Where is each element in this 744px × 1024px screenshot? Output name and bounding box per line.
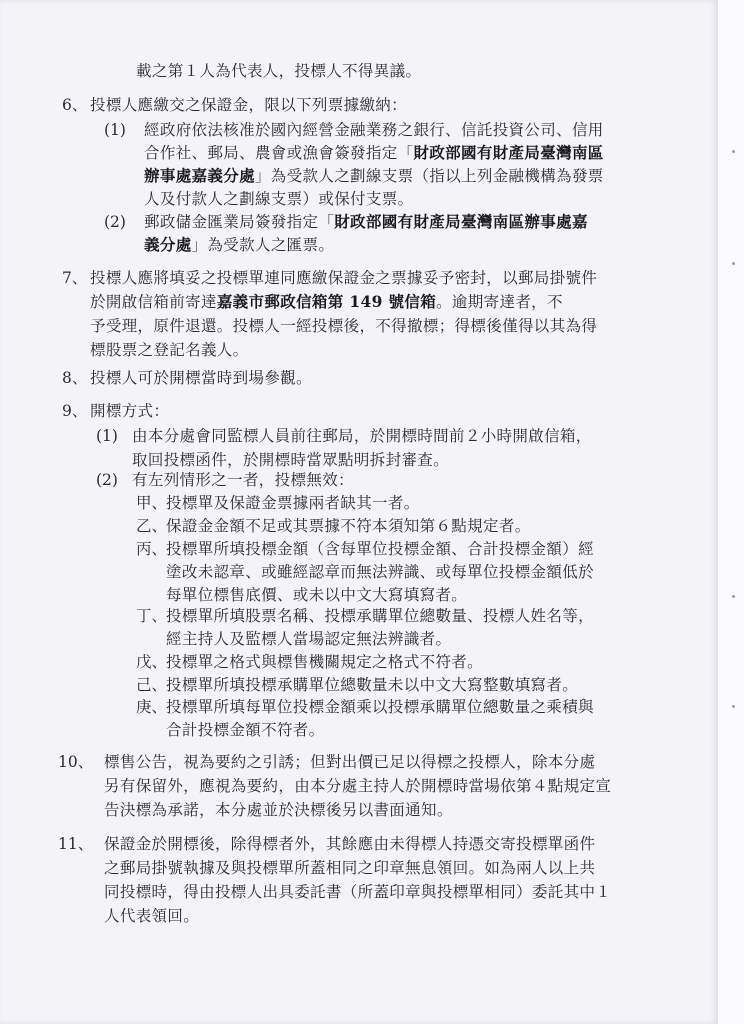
- section-6-sub2-payee-part1: 財政部國有財產局臺灣南區辦事處嘉: [334, 212, 588, 231]
- section-8-number: 8、: [62, 369, 88, 387]
- section-7-line2-text: 於開啟信箱前寄達: [90, 293, 217, 311]
- section-9-number: 9、: [62, 402, 88, 420]
- section-6-sub1-payee-part1: 財政部國有財產局臺灣南區: [413, 143, 604, 162]
- section-9-heading: 開標方式：: [90, 402, 170, 420]
- section-11-line1: 保證金於開標後，除得標者外，其餘應由未得標人持憑交寄投標單函件: [104, 835, 596, 853]
- section-9-sub1-line2: 取回投標函件，於開標時當眾點明拆封審查。: [132, 451, 450, 469]
- invalid-item-line: 投標單所填股票名稱、投標承購單位總數量、投標人姓名等，: [166, 607, 594, 625]
- page-margin-strip: [718, 0, 744, 1024]
- invalid-item-line: 塗改未認章、或雖經認章而無法辨識、或每單位投標金額低於: [166, 563, 594, 581]
- section-6-sub2-payee-part2: 義分處: [144, 235, 192, 254]
- section-6-sub1-line2: [144, 143, 604, 163]
- section-7-line3: 予受理，原件退還。投標人一經投標後，不得撤標；得標後僅得以其為得: [90, 317, 598, 335]
- section-6-sub2-line2: [144, 235, 334, 255]
- section-7-line4: 標股票之登記名義人。: [90, 341, 249, 359]
- invalid-item-line: 投標單所填投標承購單位總數量未以中文大寫整數填寫者。: [166, 676, 579, 694]
- invalid-item-line: 經主持人及監標人當場認定無法辨識者。: [166, 630, 452, 648]
- section-6-sub1-line2-text: 合作社、郵局、農會或漁會簽發指定「: [144, 144, 414, 162]
- section-10-number: 10、: [58, 753, 94, 771]
- section-6-sub2-line1-text: 郵政儲金匯業局簽發指定「: [144, 213, 335, 231]
- section-7-number: 7、: [62, 269, 88, 287]
- invalid-item-mark: 己、: [136, 676, 168, 694]
- punch-mark: [732, 262, 735, 265]
- punch-mark: [732, 595, 735, 598]
- section-11-line4: 人代表領回。: [104, 907, 200, 925]
- section-10-line3: 告決標為承諾，本分處並於決標後另以書面通知。: [104, 801, 453, 819]
- section-11-line2: 之郵局掛號執據及與投標單所蓋相同之印章無息領回。如為兩人以上共: [104, 859, 596, 877]
- section-10-line2: 另有保留外，應視為要約，由本分處主持人於開標時當場依第４點規定宣: [104, 777, 612, 795]
- section-7-mailbox: 嘉義市郵政信箱第 149 號信箱: [216, 292, 437, 311]
- punch-mark: [732, 150, 735, 153]
- section-9-sub2-label: (2): [96, 471, 118, 489]
- section-6-sub1-payee-part2: 辦事處嘉義分處: [144, 166, 255, 185]
- invalid-item-line: 保證金金額不足或其票據不符本須知第６點規定者。: [166, 517, 531, 535]
- invalid-item-line: 投標單及保證金票據兩者缺其一者。: [166, 494, 420, 512]
- section-6-sub2-label: (2): [104, 213, 126, 231]
- section-7-line2: [90, 292, 563, 312]
- invalid-item-mark: 戊、: [136, 653, 168, 671]
- section-6-sub2-line2-text: 」為受款人之匯票。: [191, 236, 335, 254]
- section-9-sub1-label: (1): [96, 427, 118, 445]
- section-9-sub1-line1: 由本分處會同監標人員前往郵局，於開標時間前２小時開啟信箱，: [132, 427, 592, 445]
- section-6-heading: 投標人應繳交之保證金，限以下列票據繳納：: [90, 96, 408, 114]
- punch-mark: [732, 705, 735, 708]
- section-11-line3: 同投標時，得由投標人出具委託書（所蓋印章與投標單相同）委託其中１: [104, 883, 612, 901]
- section-6-sub1-line3: [144, 166, 604, 186]
- invalid-item-mark: 乙、: [136, 517, 168, 535]
- section-6-sub1-line4: 人及付款人之劃線支票）或保付支票。: [144, 190, 414, 208]
- section-9-sub2-heading: 有左列情形之一者，投標無效：: [132, 471, 354, 489]
- invalid-item-line: 投標單所填每單位投標金額乘以投標承購單位總數量之乘積與: [166, 698, 594, 716]
- intro-line: 載之第１人為代表人，投標人不得異議。: [136, 62, 422, 80]
- invalid-item-line: 投標單所填投標金額（含每單位投標金額、合計投標金額）經: [166, 540, 594, 558]
- invalid-item-line: 投標單之格式與標售機關規定之格式不符者。: [166, 653, 484, 671]
- section-7-line1: 投標人應將填妥之投標單連同應繳保證金之票據妥予密封，以郵局掛號件: [90, 269, 598, 287]
- section-6-sub1-line1: 經政府依法核准於國內經營金融業務之銀行、信託投資公司、信用: [144, 121, 604, 139]
- invalid-item-line: 每單位標售底價、或未以中文大寫填寫者。: [166, 586, 468, 604]
- invalid-item-line: 合計投標金額不符者。: [166, 721, 325, 739]
- section-6-sub1-line3-text: 」為受款人之劃線支票（指以上列金融機構為發票: [254, 167, 604, 185]
- invalid-item-mark: 甲、: [136, 494, 168, 512]
- section-10-line1: 標售公告，視為要約之引誘；但對出價已足以得標之投標人，除本分處: [104, 753, 596, 771]
- section-11-number: 11、: [58, 835, 94, 853]
- section-7-line2-tail: 。逾期寄達者，不: [436, 293, 563, 311]
- invalid-item-mark: 庚、: [136, 698, 168, 716]
- section-6-sub1-label: (1): [104, 121, 126, 139]
- section-6-number: 6、: [62, 96, 88, 114]
- invalid-item-mark: 丙、: [136, 540, 168, 558]
- section-6-sub2-line1: [144, 212, 588, 232]
- invalid-item-mark: 丁、: [136, 607, 168, 625]
- section-8-text: 投標人可於開標當時到場參觀。: [90, 369, 312, 387]
